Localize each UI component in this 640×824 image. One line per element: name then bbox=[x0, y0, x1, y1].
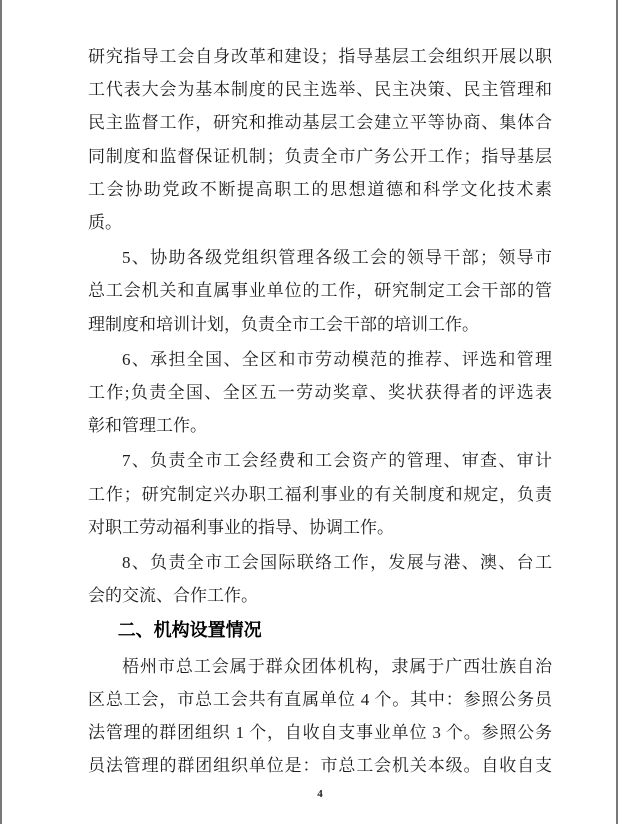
body-paragraph bbox=[88, 444, 552, 544]
text-line: 工会协助党政不断提高职工的思想道德和科学文化技术素 bbox=[88, 179, 552, 199]
text-line: 工作；研究制定兴办职工福利事业的有关制度和规定，负责 bbox=[88, 484, 552, 504]
text-line: 同制度和监督保证机制；负责全市广务公开工作；指导基层 bbox=[88, 146, 552, 166]
page-number: 4 bbox=[317, 788, 323, 801]
text-line: 8、负责全市工会国际联络工作，发展与港、澳、台工 bbox=[122, 553, 552, 573]
body-paragraph bbox=[88, 40, 552, 239]
body-paragraph bbox=[88, 343, 552, 443]
text-line: 工代表大会为基本制度的民主选举、民主决策、民主管理和 bbox=[88, 80, 552, 100]
text-line: 民主监督工作，研究和推动基层工会建立平等协商、集体合 bbox=[88, 113, 552, 133]
text-line: 法管理的群团组织 1 个，自收自支事业单位 3 个。参照公务 bbox=[88, 723, 552, 743]
text-line: 研究指导工会自身改革和建设；指导基层工会组织开展以职 bbox=[88, 47, 552, 66]
text-line: 员法管理的群团组织单位是：市总工会机关本级。自收自支 bbox=[88, 756, 552, 776]
text-line: 梧州市总工会属于群众团体机构，隶属于广西壮族自治 bbox=[122, 656, 552, 676]
section-heading: 二、机构设置情况 bbox=[117, 620, 262, 641]
text-line: 对职工劳动福利事业的指导、协调工作。 bbox=[88, 517, 394, 537]
body-paragraph bbox=[88, 546, 552, 612]
page-edge-line-left bbox=[0, 0, 2, 824]
text-line: 会的交流、合作工作。 bbox=[88, 586, 258, 606]
text-line: 理制度和培训计划，负责全市工会干部的培训工作。 bbox=[88, 314, 479, 334]
text-line: 区总工会，市总工会共有直属单位 4 个。其中：参照公务员 bbox=[88, 689, 552, 709]
text-line: 质。 bbox=[88, 213, 122, 233]
body-paragraph bbox=[88, 241, 552, 341]
page-edge-line-right bbox=[616, 0, 618, 824]
text-line: 5、协助各级党组织管理各级工会的领导干部；领导市 bbox=[122, 248, 552, 268]
text-line: 总工会机关和直属事业单位的工作，研究制定工会干部的管 bbox=[88, 281, 552, 301]
text-line: 7、负责全市工会经费和工会资产的管理、审查、审计 bbox=[122, 451, 552, 471]
text-line: 工作;负责全国、全区五一劳动奖章、奖状获得者的评选表 bbox=[88, 383, 552, 403]
text-line: 彰和管理工作。 bbox=[88, 416, 207, 436]
page-content bbox=[88, 0, 552, 801]
text-line: 6、承担全国、全区和市劳动模范的推荐、评选和管理 bbox=[122, 349, 552, 369]
body-paragraph bbox=[88, 650, 552, 783]
